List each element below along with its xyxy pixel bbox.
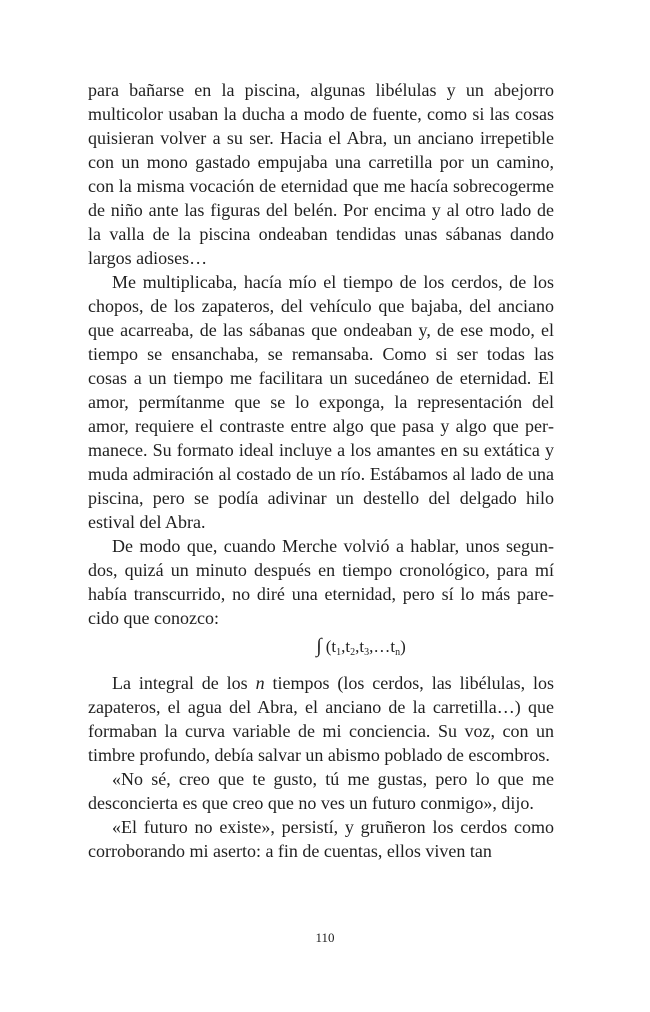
formula-part: ,…t	[369, 637, 396, 656]
paragraph: Me multiplicaba, hacía mío el tiempo de los cerdos, de los chopos, de los zapateros, del vehículo que bajaba, del anciano que acarreaba, de las sábanas que ondeaban y, de ese modo, el tiempo se ensanchaba, se remansaba. Como si ser todas las cosas a un tiempo me facilitara un sucedáneo de eternidad. El amor, permítanme que se lo exponga, la representación del amor, requiere el contraste entre algo que pasa y algo que permanece. Su formato ideal incluye a los amantes en su extática y muda admiración al costado de un río. Estábamos al lado de una piscina, pero se podía adivinar un destello del delgado hilo estival del Abra.	[88, 272, 554, 532]
formula-subscript: 3	[364, 647, 370, 658]
paragraph: para bañarse en la piscina, algunas libélulas y un abejorro multicolor usaban la ducha a modo de fuente, como si las cosas quisieran volver a su ser. Hacia el Abra, un anciano irrepetible con un mono gastado empujaba una carretilla por un camino, con la misma vocación de eternidad que me hacía sobrecogerme de niño ante las figuras del belén. Por encima y al otro lado de la valla de la piscina ondeaban tendidas unas sábanas dando largos adioses…	[88, 80, 554, 268]
formula-subscript: n	[395, 647, 401, 658]
paragraph: «No sé, creo que te gusto, tú me gustas, pero lo que me desconcierta es que creo que no ves un futuro conmigo», dijo.	[88, 769, 554, 813]
formula-part: ,t	[341, 637, 351, 656]
formula-part: ,t	[355, 637, 365, 656]
paragraph	[88, 671, 554, 767]
page-number: 110	[315, 930, 335, 945]
paragraph: «El futuro no existe», persistí, y gruñeron los cerdos como corroborando mi aserto: a fin de cuentas, ellos viven tan	[88, 817, 554, 861]
integral-sign: ∫	[316, 635, 322, 657]
formula-subscript: 2	[350, 647, 356, 658]
paragraph-text: La integral de los	[112, 673, 256, 693]
integral-formula	[128, 634, 594, 665]
formula-part: (t	[325, 637, 337, 656]
italic-variable: n	[255, 673, 265, 693]
formula-part: )	[400, 637, 406, 656]
paragraph: De modo que, cuando Merche volvió a hablar, unos segundos, quizá un minuto después en tiempo cronológico, para mí había transcurrido, no diré una eternidad, pero sí lo más parecido que conozco:	[88, 536, 554, 628]
paragraph-text: tiempos (los cerdos, las libélulas, los zapateros, el agua del Abra, el anciano de la carretilla…) que formaban la curva variable de mi conciencia. Su voz, con un timbre profundo, debía salvar un abismo poblado de escombros.	[88, 673, 554, 765]
formula-subscript: 1	[336, 647, 342, 658]
page-body	[88, 78, 554, 863]
